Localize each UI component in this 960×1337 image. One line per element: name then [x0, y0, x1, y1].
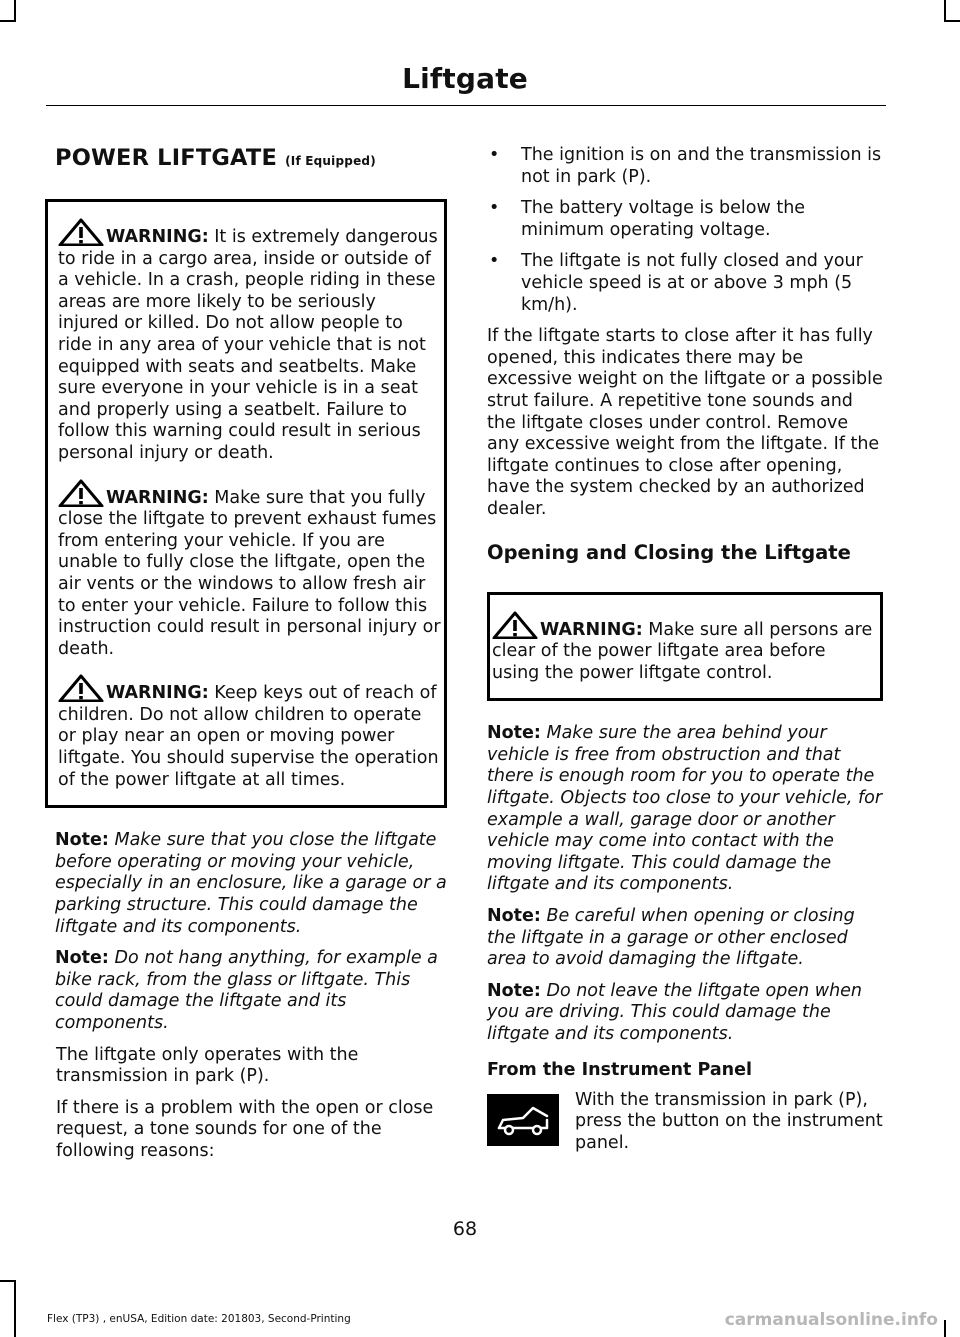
instruction-text: With the transmission in park (P), press the button on the instrument panel. — [575, 1089, 883, 1153]
vehicle-liftgate-icon — [493, 1102, 553, 1138]
crop-mark — [944, 20, 960, 22]
instrument-panel-instruction — [487, 1090, 883, 1155]
warning-triangle-icon — [58, 479, 104, 507]
list-item: • The liftgate is not fully closed and your vehicle speed is at or above 3 mph (5 km/h). — [487, 251, 883, 316]
note — [55, 830, 447, 938]
section-heading — [55, 145, 447, 171]
note-text: Do not leave the liftgate open when you are driving. This could damage the liftgate and its components. — [487, 980, 863, 1044]
warning-label: WARNING: — [106, 683, 209, 704]
note-label: Note: — [487, 723, 541, 744]
list-item: • The battery voltage is below the minimum operating voltage. — [487, 198, 883, 241]
liftgate-button-icon — [487, 1094, 559, 1146]
body-paragraph: The liftgate only operates with the transmission in park (P). — [56, 1044, 359, 1087]
crop-mark — [14, 0, 16, 22]
warning-item — [58, 218, 442, 465]
warning-triangle-icon — [58, 218, 104, 246]
subsection-heading: Opening and Closing the Liftgate — [487, 540, 851, 564]
warning-triangle-icon — [58, 674, 104, 702]
crop-mark — [944, 0, 946, 22]
body-paragraph: If the liftgate starts to close after it has fully opened, this indicates there may be excessive weight on the liftgate or a possible strut failure. A repetitive tone sounds and the liftgate closes under control. Remove any excessive weight from the liftgate. If the liftgate continues to close after opening, have the system checked by an authorized dealer. — [487, 326, 883, 519]
page-header-title: Liftgate — [402, 62, 528, 95]
crop-mark — [944, 1320, 946, 1337]
page-number: 68 — [452, 1218, 478, 1240]
warning-item — [58, 674, 442, 791]
crop-mark — [14, 1280, 16, 1337]
warning-box — [45, 199, 447, 808]
note — [487, 981, 883, 1046]
header-divider — [46, 105, 886, 106]
crop-mark — [0, 1280, 16, 1282]
note-label: Note: — [55, 830, 109, 851]
note-text: Do not hang anything, for example a bike rack, from the glass or liftgate. This could damage the liftgate and its components. — [55, 948, 438, 1033]
body-paragraph: If there is a problem with the open or close request, a tone sounds for one of the following reasons: — [56, 1097, 434, 1161]
warning-text: Keep keys out of reach of children. Do not allow children to operate or play near an open or moving power liftgate. You should supervise the operation of the power liftgate at all times. — [58, 683, 439, 790]
note-label: Note: — [487, 906, 541, 927]
note-text: Make sure that you close the liftgate before operating or moving your vehicle, especially in an enclosure, like a garage or a parking structure. This could damage the liftgate and its components. — [55, 830, 447, 937]
warning-triangle-icon — [492, 611, 538, 639]
note-text: Be careful when opening or closing the liftgate in a garage or other enclosed area to avoid damaging the liftgate. — [487, 906, 855, 970]
section-heading-suffix: (If Equipped) — [285, 154, 376, 168]
crop-mark — [0, 20, 16, 22]
section-heading-text: POWER LIFTGATE — [55, 145, 278, 171]
note — [55, 948, 447, 1034]
watermark: carmanualsonline.info — [724, 1310, 938, 1330]
warning-text: Make sure all persons are clear of the power liftgate area before using the power liftgate control. — [492, 619, 873, 683]
reason-list — [487, 145, 883, 316]
footer-edition-info: Flex (TP3) , enUSA, Edition date: 201803, Second-Printing — [47, 1313, 351, 1325]
list-item: • The ignition is on and the transmission is not in park (P). — [487, 145, 883, 188]
note — [487, 906, 883, 971]
right-column — [487, 145, 883, 1154]
warning-label: WARNING: — [540, 619, 643, 640]
note-text: Make sure the area behind your vehicle is free from obstruction and that there is enough room for you to operate the liftgate. Objects too close to your vehicle, for example a wall, garage door or another vehicle may come into contact with the moving liftgate. This could damage the liftgate and its components. — [487, 723, 883, 895]
warning-text: It is extremely dangerous to ride in a cargo area, inside or outside of a vehicle. In a crash, people riding in these areas are more likely to be seriously injured or killed. Do not allow people to ride in any area of your vehicle that is not equipped with seats and seatbelts. Make sure everyone in your vehicle is in a seat and properly using a seatbelt. Failure to follow this warning could result in serious personal injury or death. — [58, 227, 438, 463]
warning-label: WARNING: — [106, 227, 209, 247]
warning-box — [487, 592, 883, 702]
warning-text: Make sure that you fully close the liftgate to prevent exhaust fumes from entering your vehicle. If you are unable to fully close the liftgate, open the air vents or the windows to allow fresh air to enter your vehicle. Failure to follow this instruction could result in personal injury or death. — [58, 487, 441, 659]
note-label: Note: — [487, 980, 541, 1001]
left-column — [55, 145, 447, 1173]
note — [487, 723, 883, 896]
note-label: Note: — [55, 948, 109, 969]
subsection-heading: From the Instrument Panel — [487, 1059, 752, 1080]
warning-item — [492, 611, 878, 685]
warning-label: WARNING: — [106, 487, 209, 508]
warning-item — [58, 479, 442, 661]
